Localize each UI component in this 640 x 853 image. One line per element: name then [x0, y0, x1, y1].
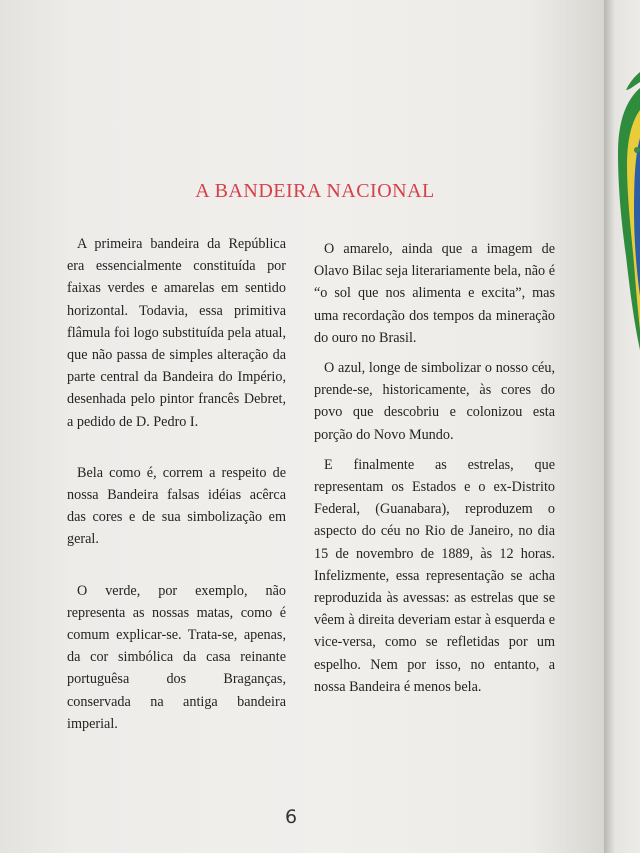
flag-illustration-icon: [604, 60, 640, 380]
paragraph: A primeira bandeira da República era essencialmente constituída por faixas verdes e amarelas em sentido horizontal. Todavia, essa primitiva flâmula foi logo substituída pela atual, que não passa de simples alteração da parte central da Bandeira do Império, desenhada pelo pintor francês Debret, a pedido de D. Pedro I.: [67, 236, 286, 430]
paragraph: Bela como é, correm a respeito de nossa Bandeira falsas idéias acêrca das cores e de sua simbolização em geral.: [67, 464, 286, 548]
left-column: [67, 233, 286, 764]
paragraph: O azul, longe de simbolizar o nosso céu, prende-se, historicamente, às cores do povo que descobriu e colonizou esta porção do Novo Mundo.: [314, 360, 555, 443]
paragraph: O verde, por exemplo, não representa as nossas matas, como é comum explicar-se. Trata-se, apenas, da cor simbólica da casa reinante portuguêsa dos Braganças, conservada na antiga bandeira imperial.: [67, 582, 286, 732]
page-number: 6: [284, 806, 298, 828]
page-title: A BANDEIRA NACIONAL: [195, 180, 435, 202]
right-column: [314, 238, 555, 706]
paragraph: E finalmente as estrelas, que representam os Estados e o ex-Distrito Federal, (Guanabara), reproduzem o aspecto do céu no Rio de Janeiro, no dia 15 de novembro de 1889, às 12 horas. Infelizmente, essa representação se acha reproduzida às avessas: as estrelas que se vêem à direita deveriam estar à esquerda e vice-versa, como se refletidas por um espelho. Nem por isso, no entanto, a nossa Bandeira é menos bela.: [314, 456, 555, 695]
paragraph: O amarelo, ainda que a imagem de Olavo Bilac seja literariamente bela, não é “o sol que nos alimenta e excita”, mas uma recordação dos tempos da mineração do ouro no Brasil.: [314, 241, 555, 346]
